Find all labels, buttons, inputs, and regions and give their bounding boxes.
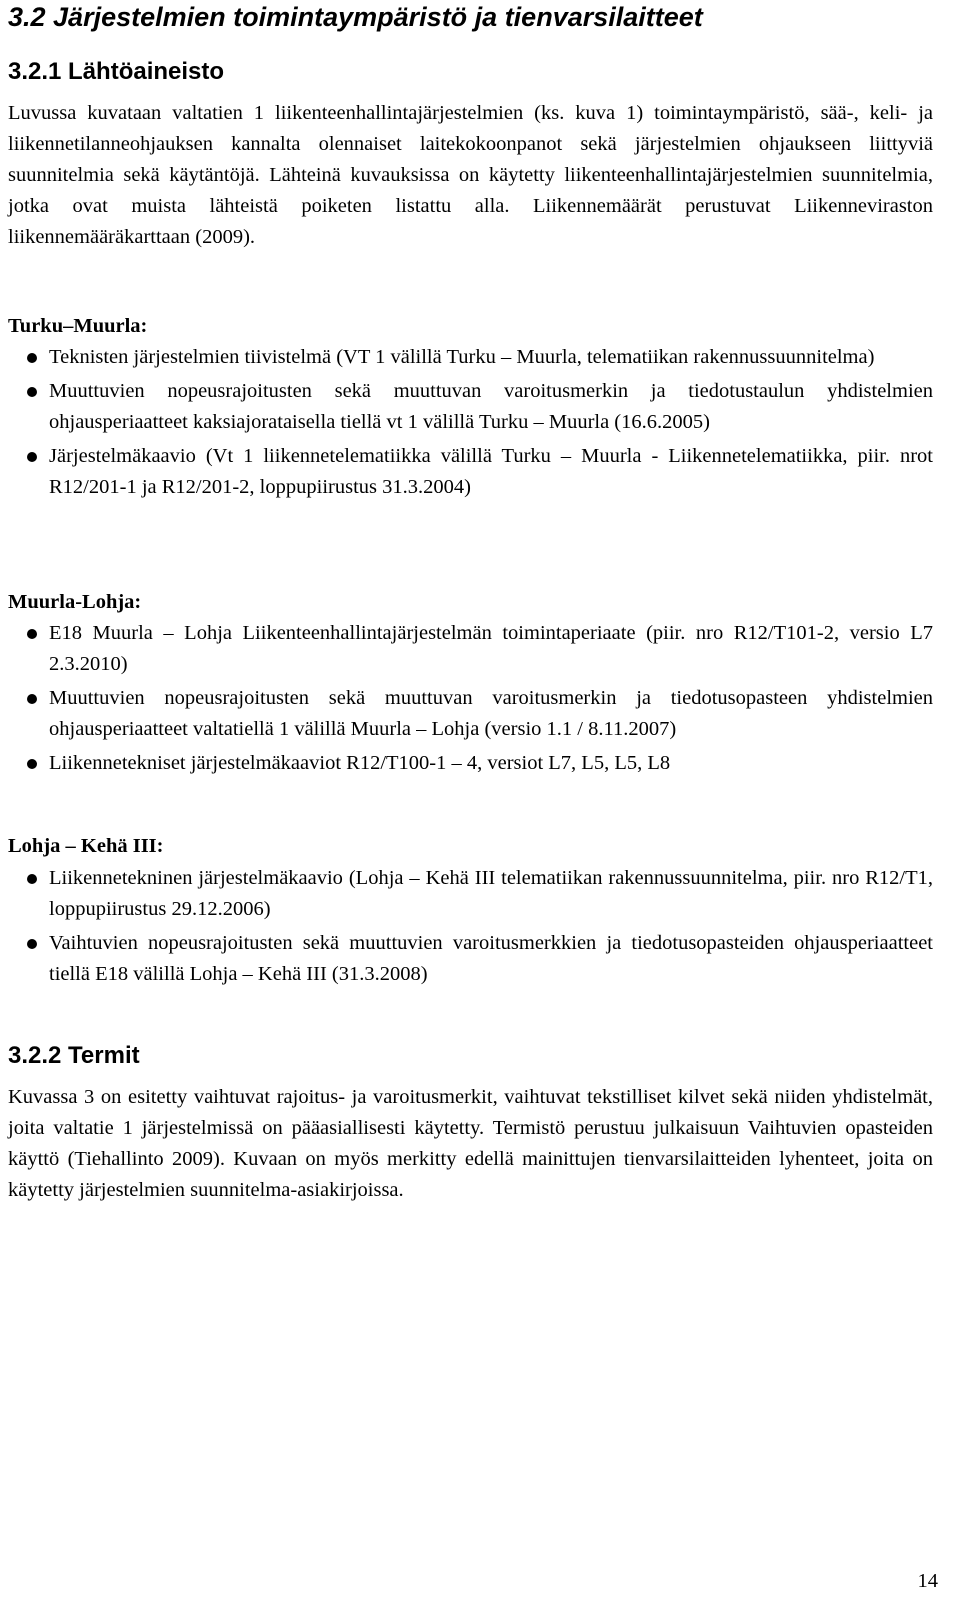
bullet-icon — [27, 694, 37, 704]
bullet-list-lohja-keha — [8, 863, 933, 993]
bullet-icon — [27, 629, 37, 639]
list-item — [8, 928, 933, 990]
termit-paragraph: Kuvassa 3 on esitetty vaihtuvat rajoitus- ja varoitusmerkit, vaihtuvat tekstilliset kilvet sekä niiden yhdistelmät, joita valtatie 1 järjestelmissä on pääasiallisesti käytetty. Termistö perustuu julkaisuun Vaihtuvien opasteiden käyttö (Tiehallinto 2009). Kuvaan on myös merkitty edellä mainittujen tienvarsilaitteiden lyhenteet, joita on käytetty järjestelmien suunnitelma-asiakirjoissa. — [8, 1086, 933, 1201]
list-item-text: E18 Muurla – Lohja Liikenteenhallintajärjestelmän toimintaperiaate (piir. nro R12/T101-2, versio L7 2.3.2010) — [49, 622, 933, 675]
bullet-icon — [27, 939, 37, 949]
group-label-turku-muurla: Turku–Muurla: — [8, 315, 148, 337]
list-item-text: Järjestelmäkaavio (Vt 1 liikennetelematiikka välillä Turku – Muurla - Liikennetelematiikka, piir. nrot R12/201-1 ja R12/201-2, loppupiirustus 31.3.2004) — [49, 445, 933, 498]
bullet-icon — [27, 874, 37, 884]
list-item-text: Liikennetekniset järjestelmäkaaviot R12/T100-1 – 4, versiot L7, L5, L5, L8 — [49, 752, 671, 774]
list-item — [8, 863, 933, 925]
bullet-list-turku-muurla — [8, 342, 933, 506]
list-item-text: Vaihtuvien nopeusrajoitusten sekä muuttuvien varoitusmerkkien ja tiedotusopasteiden ohjausperiaatteet tiellä E18 välillä Lohja – Kehä III (31.3.2008) — [49, 932, 933, 985]
list-item-text: Liikennetekninen järjestelmäkaavio (Lohja – Kehä III telematiikan rakennussuunnitelma, piir. nro R12/T1, loppupiirustus 29.12.2006) — [49, 867, 933, 920]
list-item — [8, 441, 933, 503]
list-item — [8, 618, 933, 680]
list-item-text: Teknisten järjestelmien tiivistelmä (VT 1 välillä Turku – Muurla, telematiikan rakennussuunnitelma) — [49, 346, 875, 368]
list-item — [8, 342, 933, 373]
list-item — [8, 683, 933, 745]
bullet-icon — [27, 353, 37, 363]
subsection-heading-lahtoaineisto: 3.2.1 Lähtöaineisto — [8, 58, 225, 85]
group-label-muurla-lohja: Muurla-Lohja: — [8, 591, 142, 613]
list-item — [8, 376, 933, 438]
bullet-list-muurla-lohja — [8, 618, 933, 782]
list-item — [8, 748, 933, 779]
page-number: 14 — [917, 1570, 938, 1592]
section-heading: 3.2 Järjestelmien toimintaympäristö ja tienvarsilaitteet — [8, 2, 703, 32]
list-item-text: Muuttuvien nopeusrajoitusten sekä muuttuvan varoitusmerkin ja tiedotusopasteen yhdistelmien ohjausperiaatteet valtatiellä 1 välillä Muurla – Lohja (versio 1.1 / 8.11.2007) — [49, 687, 933, 740]
bullet-icon — [27, 387, 37, 397]
intro-paragraph: Luvussa kuvataan valtatien 1 liikenteenhallintajärjestelmien (ks. kuva 1) toimintaympäristö, sää-, keli- ja liikennetilanneohjauksen kannalta olennaiset laitekokoonpanot sekä järjestelmien ohjaukseen liittyviä suunnitelmia sekä käytäntöjä. Lähteinä kuvauksissa on käytetty liikenteenhallintajärjestelmien suunnitelmia, jotka ovat muista lähteistä poiketen listattu alla. Liikennemäärät perustuvat Liikenneviraston liikennemääräkarttaan (2009). — [8, 102, 933, 248]
group-label-lohja-keha: Lohja – Kehä III: — [8, 835, 164, 857]
bullet-icon — [27, 452, 37, 462]
subsection-heading-termit: 3.2.2 Termit — [8, 1042, 140, 1069]
bullet-icon — [27, 759, 37, 769]
list-item-text: Muuttuvien nopeusrajoitusten sekä muuttuvan varoitusmerkin ja tiedotustaulun yhdistelmien ohjausperiaatteet kaksiajorataisella tiellä vt 1 välillä Turku – Muurla (16.6.2005) — [49, 380, 933, 433]
